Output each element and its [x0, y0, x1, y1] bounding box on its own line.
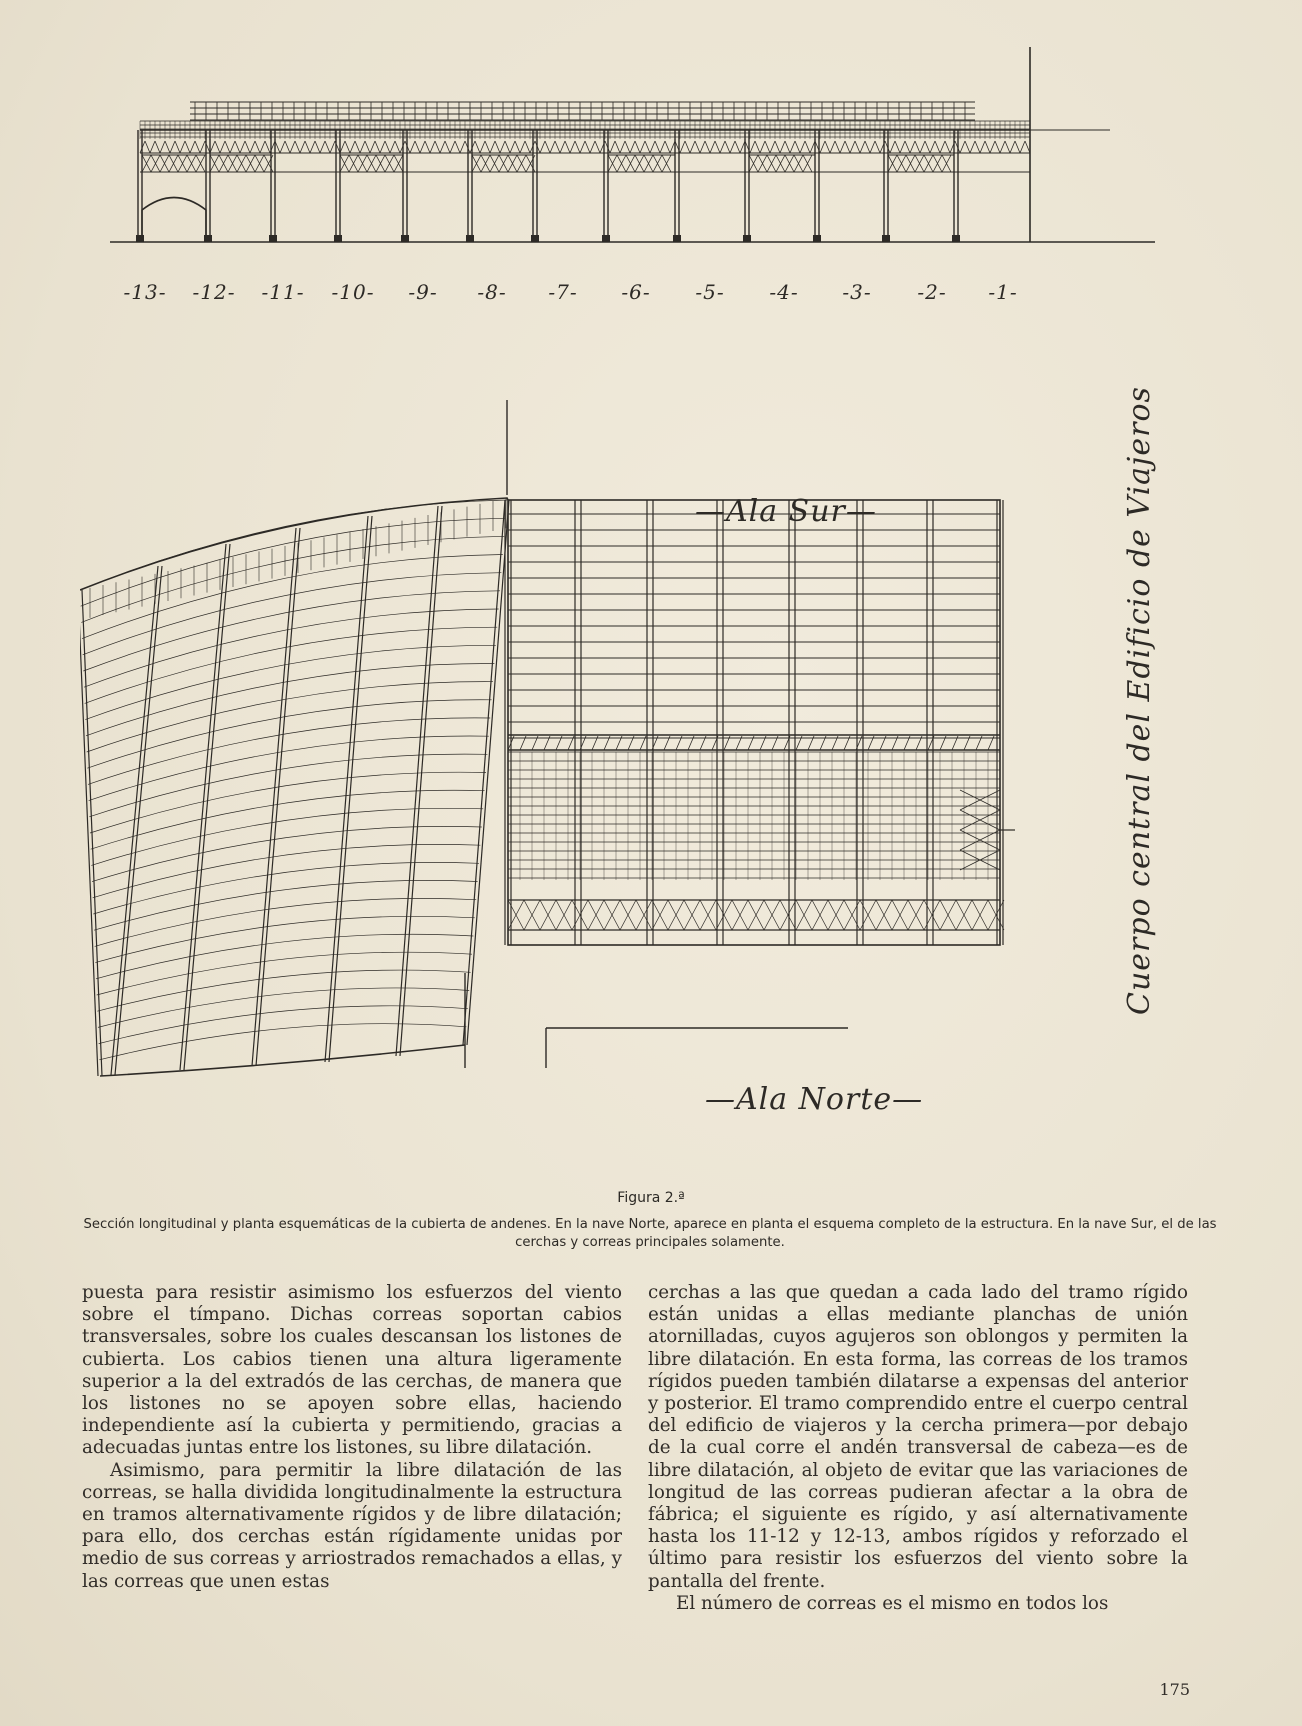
text-column-left — [82, 1282, 622, 1593]
figure-title: Figura 2.ª — [617, 1190, 685, 1206]
roof-plan-drawing — [80, 386, 1240, 1190]
paragraph: cerchas a las que quedan a cada lado del tramo rígido están unidas a ellas mediante planchas de unión atornilladas, cuyos agujeros son oblongos y permiten la libre dilatación. En esta forma, las correas de los tramos rígidos pueden también dilatarse a expensas del anterior y posterior. El tramo comprendido entre el cuerpo central del edificio de viajeros y la cercha primera—por debajo de la cual corre el andén transversal de cabeza—es de libre dilatación, al objeto de evitar que las variaciones de longitud de las correas pudieran afectar a la obra de fábrica; el siguiente es rígido, y así alternativamente hasta los 11-12 y 12-13, ambos rígidos y reforzado el último para resistir los esfuerzos del viento sobre la pantalla del frente. — [648, 1282, 1188, 1592]
axis-label-13: -13- — [123, 280, 167, 304]
axis-label-8: -8- — [477, 280, 507, 304]
paragraph: Asimismo, para permitir la libre dilatación de las correas, se halla dividida longitudinalmente la estructura en tramos alternativamente rígidos y de libre dilatación; para ello, dos cerchas están rígidamente unidas por medio de sus correas y arriostrados remachados a ellas, y las correas que unen estas — [82, 1459, 622, 1592]
text-column-right — [648, 1282, 1188, 1615]
axis-label-9: -9- — [408, 280, 438, 304]
axis-label-2: -2- — [917, 280, 947, 304]
axis-label-6: -6- — [621, 280, 651, 304]
axis-label-1: -1- — [988, 280, 1018, 304]
longitudinal-section-drawing — [110, 45, 1180, 315]
axis-label-4: -4- — [769, 280, 799, 304]
axis-label-10: -10- — [331, 280, 375, 304]
figure-caption: Sección longitudinal y planta esquemáticas de la cubierta de andenes. En la nave Norte, aparece en planta el esquema completo de la estructura. En la nave Sur, el de las cerchas y correas principales solamente. — [83, 1217, 1217, 1250]
paragraph: El número de correas es el mismo en todos los — [676, 1592, 1109, 1614]
axis-label-11: -11- — [261, 280, 305, 304]
axis-label-12: -12- — [192, 280, 236, 304]
wing-label-south: —Ala Sur— — [695, 494, 877, 529]
axis-label-5: -5- — [695, 280, 725, 304]
wing-label-north: —Ala Norte— — [705, 1082, 924, 1117]
central-building-label: Cuerpo central del Edificio de Viajeros — [1122, 386, 1157, 1015]
paragraph: puesta para resistir asimismo los esfuerzos del viento sobre el tímpano. Dichas correas soportan cabios transversales, sobre los cuales descansan los listones de cubierta. Los cabios tienen una altura ligeramente superior a la del extradós de las cerchas, de manera que los listones no se apoyen sobre ellas, haciendo independiente así la cubierta y permitiendo, gracias a adecuadas juntas entre los listones, su libre dilatación. — [82, 1282, 622, 1459]
page-number: 175 — [1159, 1680, 1190, 1699]
axis-label-7: -7- — [548, 280, 578, 304]
axis-label-3: -3- — [842, 280, 872, 304]
